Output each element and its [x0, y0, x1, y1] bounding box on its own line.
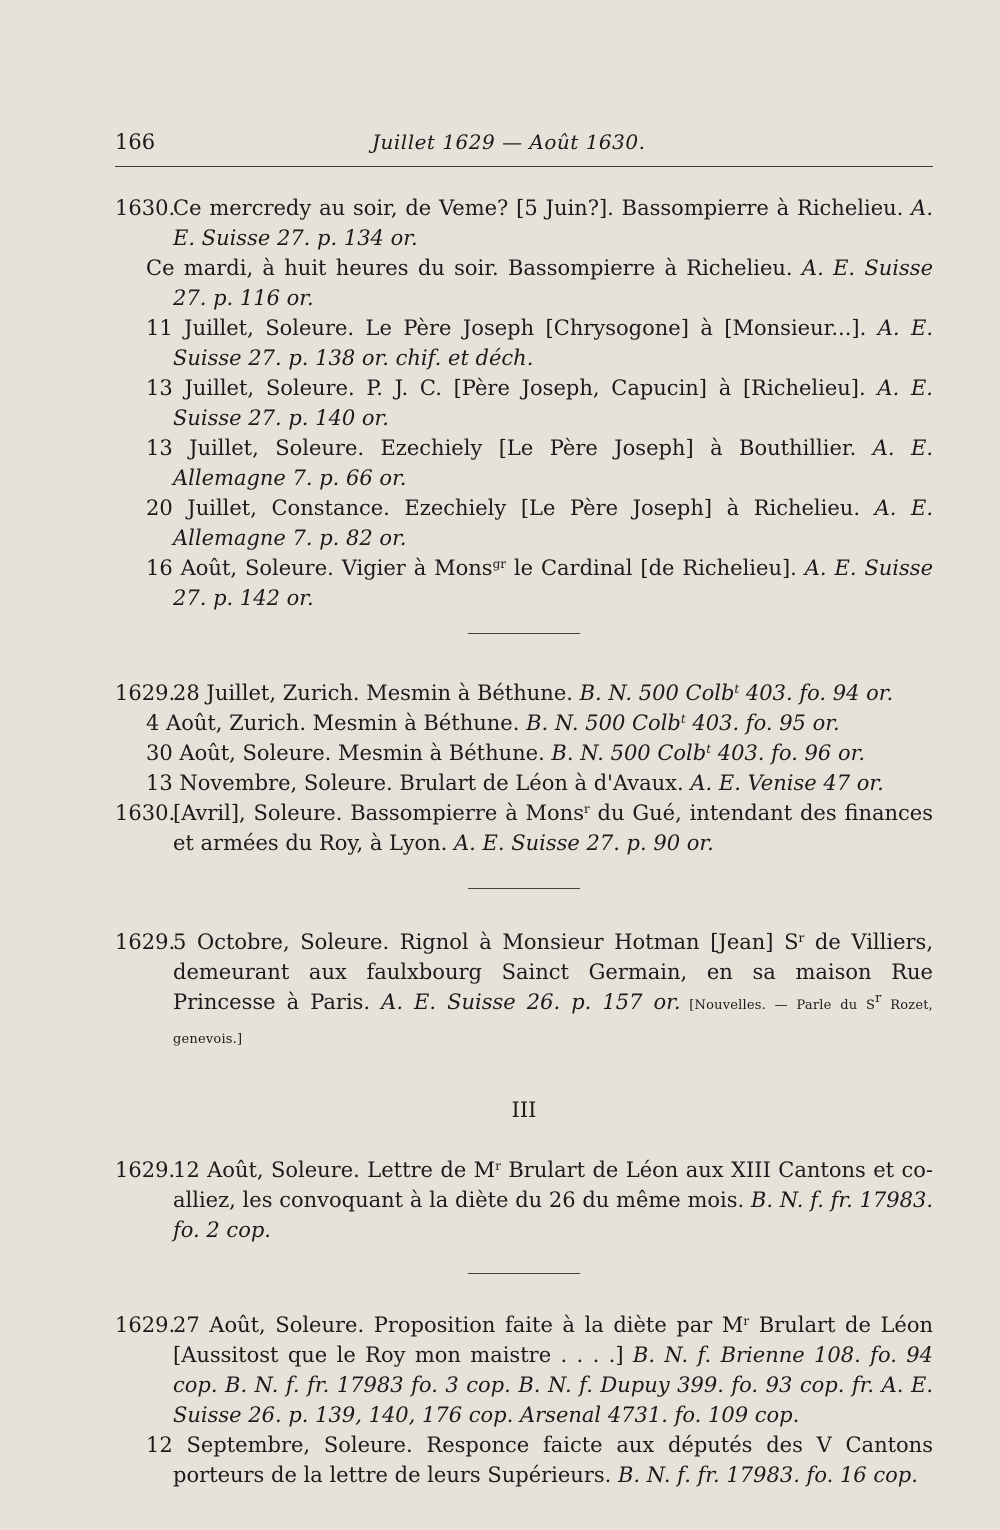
entry: [115, 1430, 933, 1490]
entry: [115, 738, 933, 768]
entry-text: 11 Juillet, Soleure. Le Père Joseph [Chrysogone] à [Monsieur...].: [146, 316, 878, 340]
entry: [115, 253, 933, 313]
entry-text: Brulart de Léon [Aussitost que le Roy mon maistre . . . .]: [173, 1313, 933, 1367]
running-title: Juillet 1629 — Août 1630.: [372, 130, 646, 154]
entry: [115, 798, 933, 858]
entry-citation: 403. fo. 94 or.: [739, 681, 894, 705]
entry-text: 5 Octobre, Soleure. Rignol à Monsieur Hotman [Jean] S: [173, 930, 799, 954]
page-number: 166: [115, 130, 156, 154]
entry-text: du Gué, intendant des finances et armées du Roy, à Lyon.: [173, 801, 933, 855]
entry-text: le Cardinal [de Richelieu].: [506, 556, 805, 580]
entry: [115, 493, 933, 553]
entry-block-2: [115, 678, 933, 858]
entry: [115, 1310, 933, 1430]
superscript: r: [495, 1159, 501, 1173]
entry-citation: A. E. Suisse 27. p. 138 or. chif. et déch.: [173, 316, 933, 370]
superscript: r: [743, 1314, 750, 1328]
entry-citation: A. E. Allemagne 7. p. 82 or.: [173, 496, 933, 550]
entry-note: [Nouvelles. — Parle du S: [680, 998, 876, 1013]
entry-block-4: [115, 1155, 933, 1245]
entry-citation: A. E. Suisse 27. p. 90 or.: [454, 831, 714, 855]
entry-year: 1629.: [115, 1313, 176, 1337]
entry-citation: B. N. f. fr. 17983. fo. 2 cop.: [173, 1188, 933, 1242]
entry-text: 16 Août, Soleure. Vigier à Mons: [146, 556, 493, 580]
entry-text: 13 Juillet, Soleure. Ezechiely [Le Père Joseph] à Bouthillier.: [146, 436, 873, 460]
entry-note: Rozet, genevois.]: [173, 998, 933, 1047]
entry: [115, 678, 933, 708]
section-heading: III: [511, 1098, 537, 1122]
superscript: t: [706, 742, 712, 756]
entry-citation: A. E. Suisse 27. p. 142 or.: [173, 556, 933, 610]
entry: [115, 768, 933, 798]
entry-citation: B. N. f. fr. 17983. fo. 16 cop.: [618, 1463, 918, 1487]
entry-citation: B. N. 500 Colb: [579, 681, 735, 705]
entry-text: de Villiers, demeurant aux faulxbourg Sainct Germain, en sa maison Rue Princesse à Paris.: [173, 930, 933, 1014]
section-divider: [468, 1273, 580, 1274]
section-divider: [468, 633, 580, 634]
entry: [115, 1155, 933, 1245]
entry-citation: B. N. 500 Colb: [551, 741, 707, 765]
superscript: r: [875, 991, 882, 1006]
entry-year: 1630.: [115, 196, 176, 220]
entry-block-3: [115, 927, 933, 1055]
header-rule: [115, 166, 933, 167]
entry: [115, 313, 933, 373]
superscript: r: [583, 802, 590, 816]
entry-citation: A. E. Suisse 27. p. 116 or.: [173, 256, 933, 310]
entry-block-1: [115, 193, 933, 613]
entry-citation: B. N. f. Brienne 108. fo. 94 cop. B. N. f. fr. 17983 fo. 3 cop. B. N. f. Dupuy 399. fo. 93 cop. fr. A. E. Suisse 26. p. 139, 140, 176 cop. Arsenal 4731. fo. 109 cop.: [173, 1343, 934, 1427]
entry-citation: A. E. Venise 47 or.: [690, 771, 884, 795]
entry-block-5: [115, 1310, 933, 1490]
entry-citation: A. E. Suisse 27. p. 134 or.: [173, 196, 933, 250]
entry-citation: 403. fo. 96 or.: [711, 741, 865, 765]
entry-text: 30 Août, Soleure. Mesmin à Béthune.: [146, 741, 552, 765]
entry-year: 1629.: [115, 930, 176, 954]
superscript: t: [734, 682, 740, 696]
entry-text: 20 Juillet, Constance. Ezechiely [Le Père Joseph] à Richelieu.: [146, 496, 875, 520]
section-divider: [468, 888, 580, 889]
entry-text: 28 Juillet, Zurich. Mesmin à Béthune.: [173, 681, 580, 705]
entry-citation: B. N. 500 Colb: [526, 711, 681, 735]
entry-year: 1630.: [115, 801, 176, 825]
entry: [115, 373, 933, 433]
superscript: gr: [492, 557, 507, 571]
entry: [115, 553, 933, 613]
entry-text: Ce mercredy au soir, de Veme? [5 Juin?]. Bassompierre à Richelieu.: [173, 196, 912, 220]
entry-text: 4 Août, Zurich. Mesmin à Béthune.: [146, 711, 527, 735]
entry-text: Ce mardi, à huit heures du soir. Bassompierre à Richelieu.: [146, 256, 802, 280]
entry-citation: A. E. Allemagne 7. p. 66 or.: [173, 436, 933, 490]
superscript: t: [680, 712, 686, 726]
entries: [115, 193, 933, 1490]
entry-text: 12 Août, Soleure. Lettre de M: [173, 1158, 496, 1182]
page-header: [115, 128, 930, 158]
superscript: r: [798, 931, 805, 945]
entry-citation: A. E. Suisse 26. p. 157 or.: [381, 990, 681, 1014]
entry: [115, 433, 933, 493]
entry-year: 1629.: [115, 681, 176, 705]
entry: [115, 193, 933, 253]
entry-text: Brulart de Léon aux XIII Cantons et co-alliez, les convoquant à la diète du 26 du même mois.: [173, 1158, 933, 1212]
entry: [115, 927, 933, 1055]
entry-text: 13 Juillet, Soleure. P. J. C. [Père Joseph, Capucin] à [Richelieu].: [146, 376, 878, 400]
entry: [115, 708, 933, 738]
entry-citation: 403. fo. 95 or.: [685, 711, 840, 735]
entry-text: [Avril], Soleure. Bassompierre à Mons: [173, 801, 584, 825]
entry-text: 27 Août, Soleure. Proposition faite à la diète par M: [173, 1313, 744, 1337]
entry-text: 12 Septembre, Soleure. Responce faicte aux députés des V Cantons porteurs de la lettre de leurs Supérieurs.: [146, 1433, 933, 1487]
entry-citation: A. E. Suisse 27. p. 140 or.: [173, 376, 933, 430]
entry-year: 1629.: [115, 1158, 176, 1182]
entry-text: 13 Novembre, Soleure. Brulart de Léon à d'Avaux.: [146, 771, 691, 795]
